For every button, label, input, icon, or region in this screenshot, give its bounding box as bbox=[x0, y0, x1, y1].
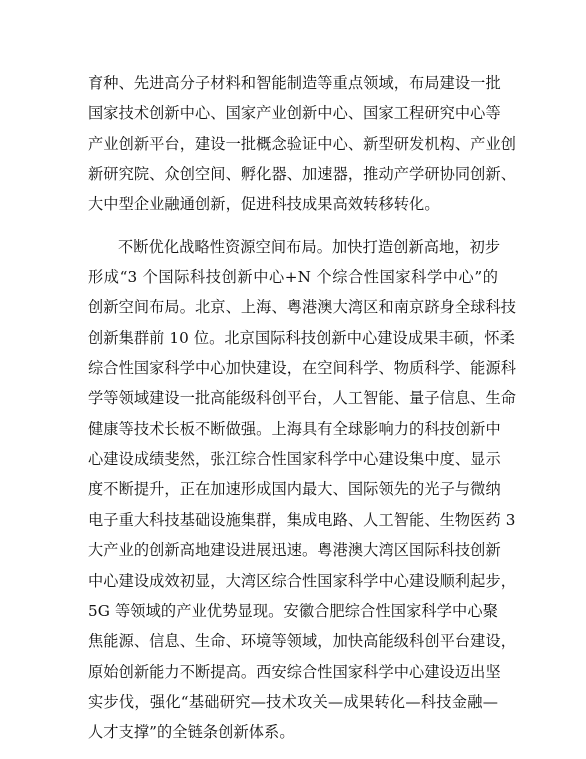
text-line: 综合性国家科学中心加快建设，在空间科学、物质科学、能源科 bbox=[88, 359, 517, 378]
text-line: 实步伐，强化“基础研究—技术攻关—成果转化—科技金融— bbox=[88, 692, 498, 711]
text-line: 产业创新平台，建设一批概念验证中心、新型研发机构、产业创 bbox=[88, 134, 517, 153]
body-text bbox=[88, 68, 517, 748]
text-line: 国家技术创新中心、国家产业创新中心、国家工程研究中心等 bbox=[88, 104, 501, 123]
text-line: 大产业的创新高地建设进展迅速。粤港澳大湾区国际科技创新 bbox=[88, 541, 501, 560]
text-line: 育种、先进高分子材料和智能制造等重点领域，布局建设一批 bbox=[88, 74, 501, 92]
text-line: 学等领域建设一批高能级科创平台，人工智能、量子信息、生命 bbox=[88, 389, 517, 408]
text-line: 不断优化战略性资源空间布局。加快打造创新高地，初步 bbox=[118, 237, 501, 256]
text-line: 焦能源、信息、生命、环境等领域，加快高能级科创平台建设， bbox=[88, 632, 517, 651]
text-line: 创新集群前 10 位。北京国际科技创新中心建设成果丰硕，怀柔 bbox=[88, 328, 515, 347]
text-line: 新研究院、众创空间、孵化器、加速器，推动产学研协同创新、 bbox=[88, 165, 517, 184]
text-line: 5G 等领域的产业优势显现。安徽合肥综合性国家科学中心聚 bbox=[88, 601, 498, 620]
text-line: 度不断提升，正在加速形成国内最大、国际领先的光子与微纳 bbox=[88, 480, 501, 499]
text-line: 大中型企业融通创新，促进科技成果高效转移转化。 bbox=[88, 195, 440, 214]
text-line: 创新空间布局。北京、上海、粤港澳大湾区和南京跻身全球科技 bbox=[88, 298, 517, 317]
text-line: 形成“3 个国际科技创新中心+N 个综合性国家科学中心”的 bbox=[88, 268, 498, 287]
text-line: 原始创新能力不断提高。西安综合性国家科学中心建设迈出坚 bbox=[88, 662, 501, 681]
text-line: 心建设成绩斐然，张江综合性国家科学中心建设集中度、显示 bbox=[88, 450, 501, 469]
text-line: 人才支撑”的全链条创新体系。 bbox=[88, 723, 295, 742]
text-line: 健康等技术长板不断做强。上海具有全球影响力的科技创新中 bbox=[88, 419, 501, 438]
text-line: 中心建设成效初显，大湾区综合性国家科学中心建设顺利起步， bbox=[88, 571, 517, 590]
paragraph-1 bbox=[88, 68, 517, 220]
paragraph-2 bbox=[88, 232, 517, 748]
text-line: 电子重大科技基础设施集群，集成电路、人工智能、生物医药 3 bbox=[88, 510, 516, 529]
